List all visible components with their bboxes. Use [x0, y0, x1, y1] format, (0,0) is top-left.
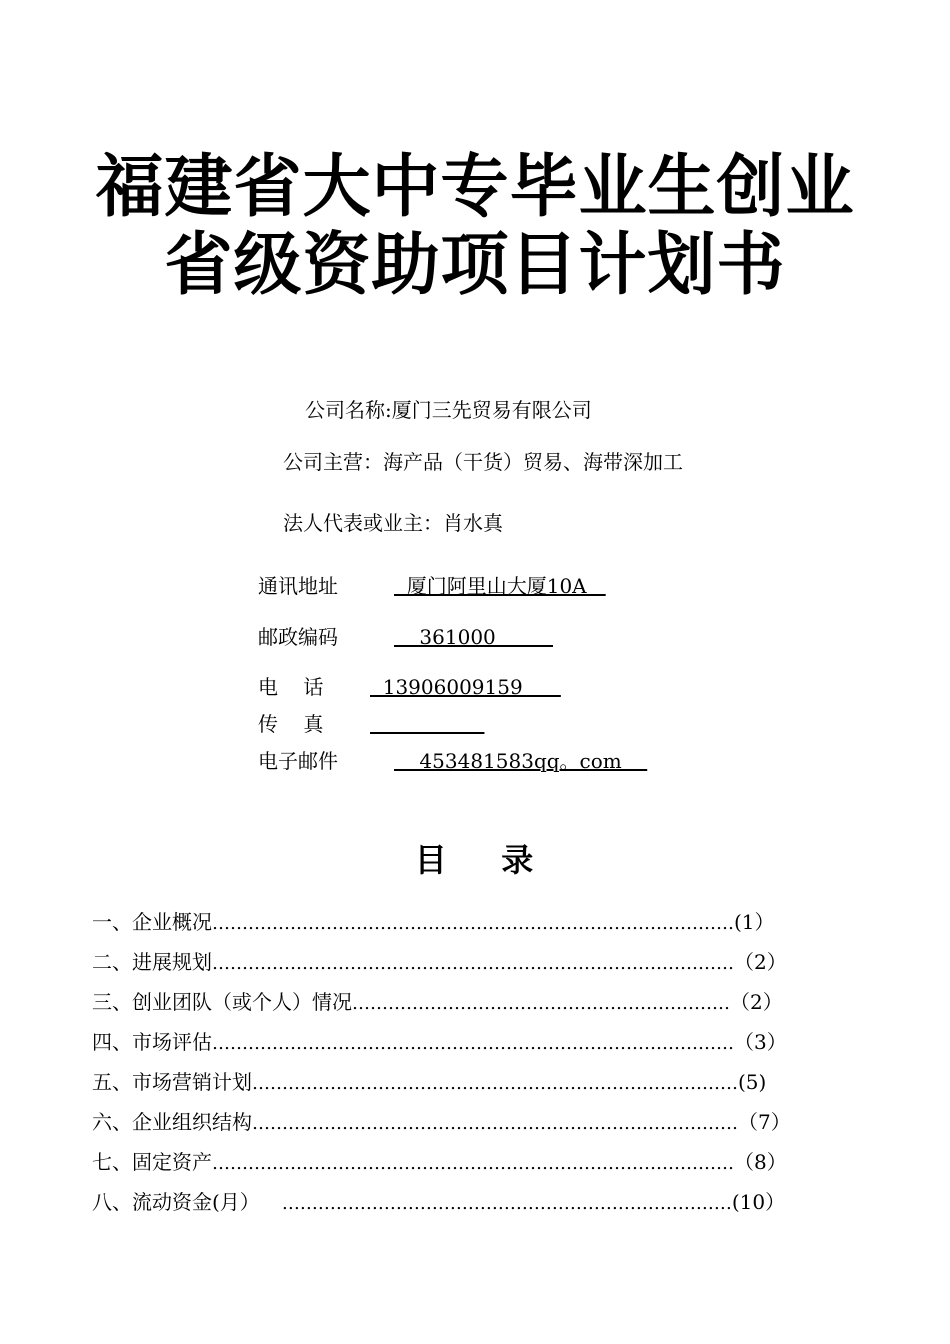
toc-item-page: (5) [738, 1070, 767, 1094]
company-name-label: 公司名称: [305, 398, 392, 422]
toc-item-label: 六、企业组织结构 [92, 1110, 252, 1134]
toc-item-label: 四、市场评估 [92, 1030, 212, 1054]
toc-item[interactable] [92, 1108, 812, 1148]
toc-item[interactable] [92, 1068, 812, 1108]
toc-item-label: 五、市场营销计划 [92, 1070, 252, 1094]
postcode-value: 361000 [394, 625, 553, 649]
toc-item[interactable] [92, 908, 812, 948]
email-line [258, 748, 647, 774]
toc-leader-dots: ……………………………………………………………………… [252, 1073, 738, 1094]
fax-label: 传 真 [258, 712, 324, 736]
address-label: 通讯地址 [258, 574, 338, 598]
toc-item-label: 一、企业概况 [92, 910, 212, 934]
document-title-line-2: 省级资助项目计划书 [164, 226, 786, 305]
toc-leader-dots: …………………………………………………………………………… [212, 1153, 734, 1174]
fax-line [258, 711, 484, 737]
toc-item-page: （7） [738, 1110, 791, 1134]
toc-leader-dots: ………………………………………………………………… [281, 1193, 732, 1214]
toc-item-label: 三、创业团队（或个人）情况 [92, 990, 352, 1014]
toc-leader-dots: …………………………………………………………………………… [212, 953, 734, 974]
legal-rep-label: 法人代表或业主： [283, 511, 443, 535]
phone-value: 13906009159 [370, 675, 561, 699]
toc-leader-dots: …………………………………………………………………………… [212, 913, 734, 934]
company-name-value: 厦门三先贸易有限公司 [391, 398, 592, 422]
toc-item-label: 八、流动资金(月） [92, 1190, 260, 1214]
toc-item-page: （2） [734, 950, 787, 974]
fax-value [370, 711, 484, 737]
legal-rep-line [283, 510, 503, 536]
toc-item[interactable] [92, 948, 812, 988]
company-business-line [283, 449, 683, 475]
email-value: 453481583qq。com [394, 749, 648, 773]
toc-item[interactable] [92, 1148, 812, 1188]
toc-leader-dots: …………………………………………………………………………… [212, 1033, 734, 1054]
company-name-line [305, 397, 592, 423]
phone-line [258, 674, 561, 700]
toc-leader-dots: ……………………………………………………………………… [252, 1113, 738, 1134]
postcode-label: 邮政编码 [258, 625, 338, 649]
toc-item-page: （3） [734, 1030, 787, 1054]
company-business-value: 海产品（干货）贸易、海带深加工 [383, 450, 683, 474]
toc-item-page: (1） [734, 910, 775, 934]
table-of-contents [92, 908, 812, 1228]
toc-item[interactable] [92, 988, 812, 1028]
toc-item-label: 二、进展规划 [92, 950, 212, 974]
toc-item-page: (10） [731, 1190, 786, 1214]
legal-rep-value: 肖水真 [443, 511, 503, 535]
document-title-line-1: 福建省大中专毕业生创业 [95, 148, 855, 227]
toc-item-label: 七、固定资产 [92, 1150, 212, 1174]
email-label: 电子邮件 [258, 749, 338, 773]
toc-leader-dots: ……………………………………………………… [352, 993, 730, 1014]
address-value: 厦门阿里山大厦10A [394, 574, 606, 598]
toc-title: 目 录 [414, 841, 536, 879]
toc-item-page: （8） [734, 1150, 787, 1174]
toc-item[interactable] [92, 1188, 812, 1228]
toc-item[interactable] [92, 1028, 812, 1068]
address-line [258, 573, 606, 599]
toc-item-page: （2） [730, 990, 783, 1014]
company-business-label: 公司主营： [283, 450, 383, 474]
postcode-line [258, 624, 553, 650]
phone-label: 电 话 [258, 675, 324, 699]
